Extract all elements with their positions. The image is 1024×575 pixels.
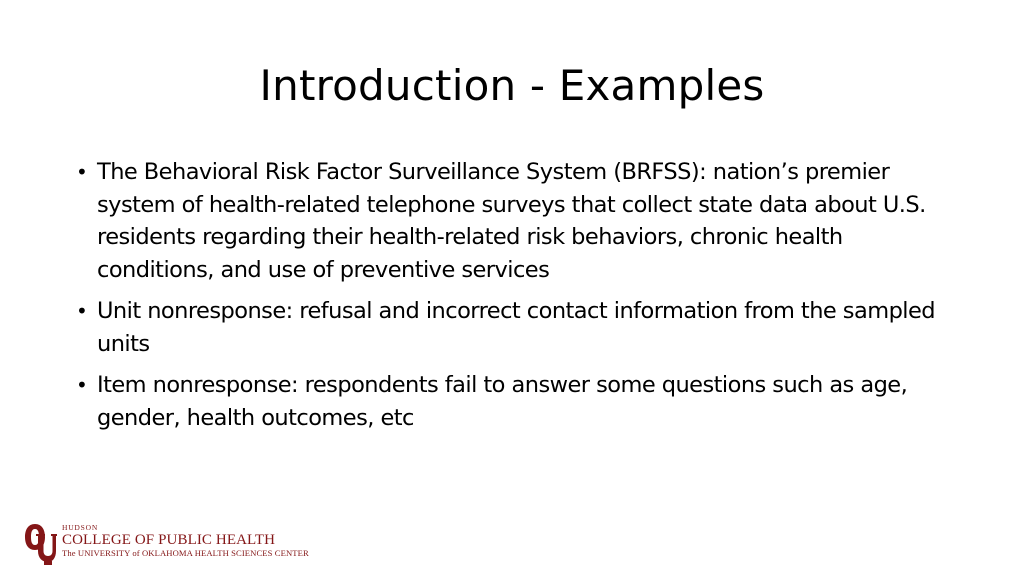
- logo-text: [62, 523, 332, 559]
- bullet-item: [76, 295, 956, 360]
- bullet-marker: •: [76, 299, 88, 323]
- bullet-text: Unit nonresponse: refusal and incorrect contact information from the sampled units: [97, 298, 936, 357]
- bullet-item: [76, 156, 956, 286]
- bullet-list: [76, 156, 956, 443]
- bullet-marker: •: [76, 160, 88, 184]
- slide-title: Introduction - Examples: [259, 61, 765, 110]
- logo-line-university: The UNIVERSITY of OKLAHOMA HEALTH SCIENCES CENTER: [62, 548, 309, 558]
- bullet-text: The Behavioral Risk Factor Surveillance System (BRFSS): nation’s premier system of health-related telephone surveys that collect state data about U.S. residents regarding their health-related risk behaviors, chronic health conditions, and use of preventive services: [97, 159, 926, 283]
- bullet-text: Item nonresponse: respondents fail to answer some questions such as age, gender, health outcomes, etc: [97, 372, 908, 431]
- college-logo: [24, 521, 324, 565]
- ou-logo-icon: [24, 521, 58, 565]
- logo-line-hudson: HUDSON: [62, 523, 99, 532]
- bullet-item: [76, 369, 956, 434]
- logo-line-college: COLLEGE OF PUBLIC HEALTH: [62, 532, 276, 548]
- bullet-marker: •: [76, 373, 88, 397]
